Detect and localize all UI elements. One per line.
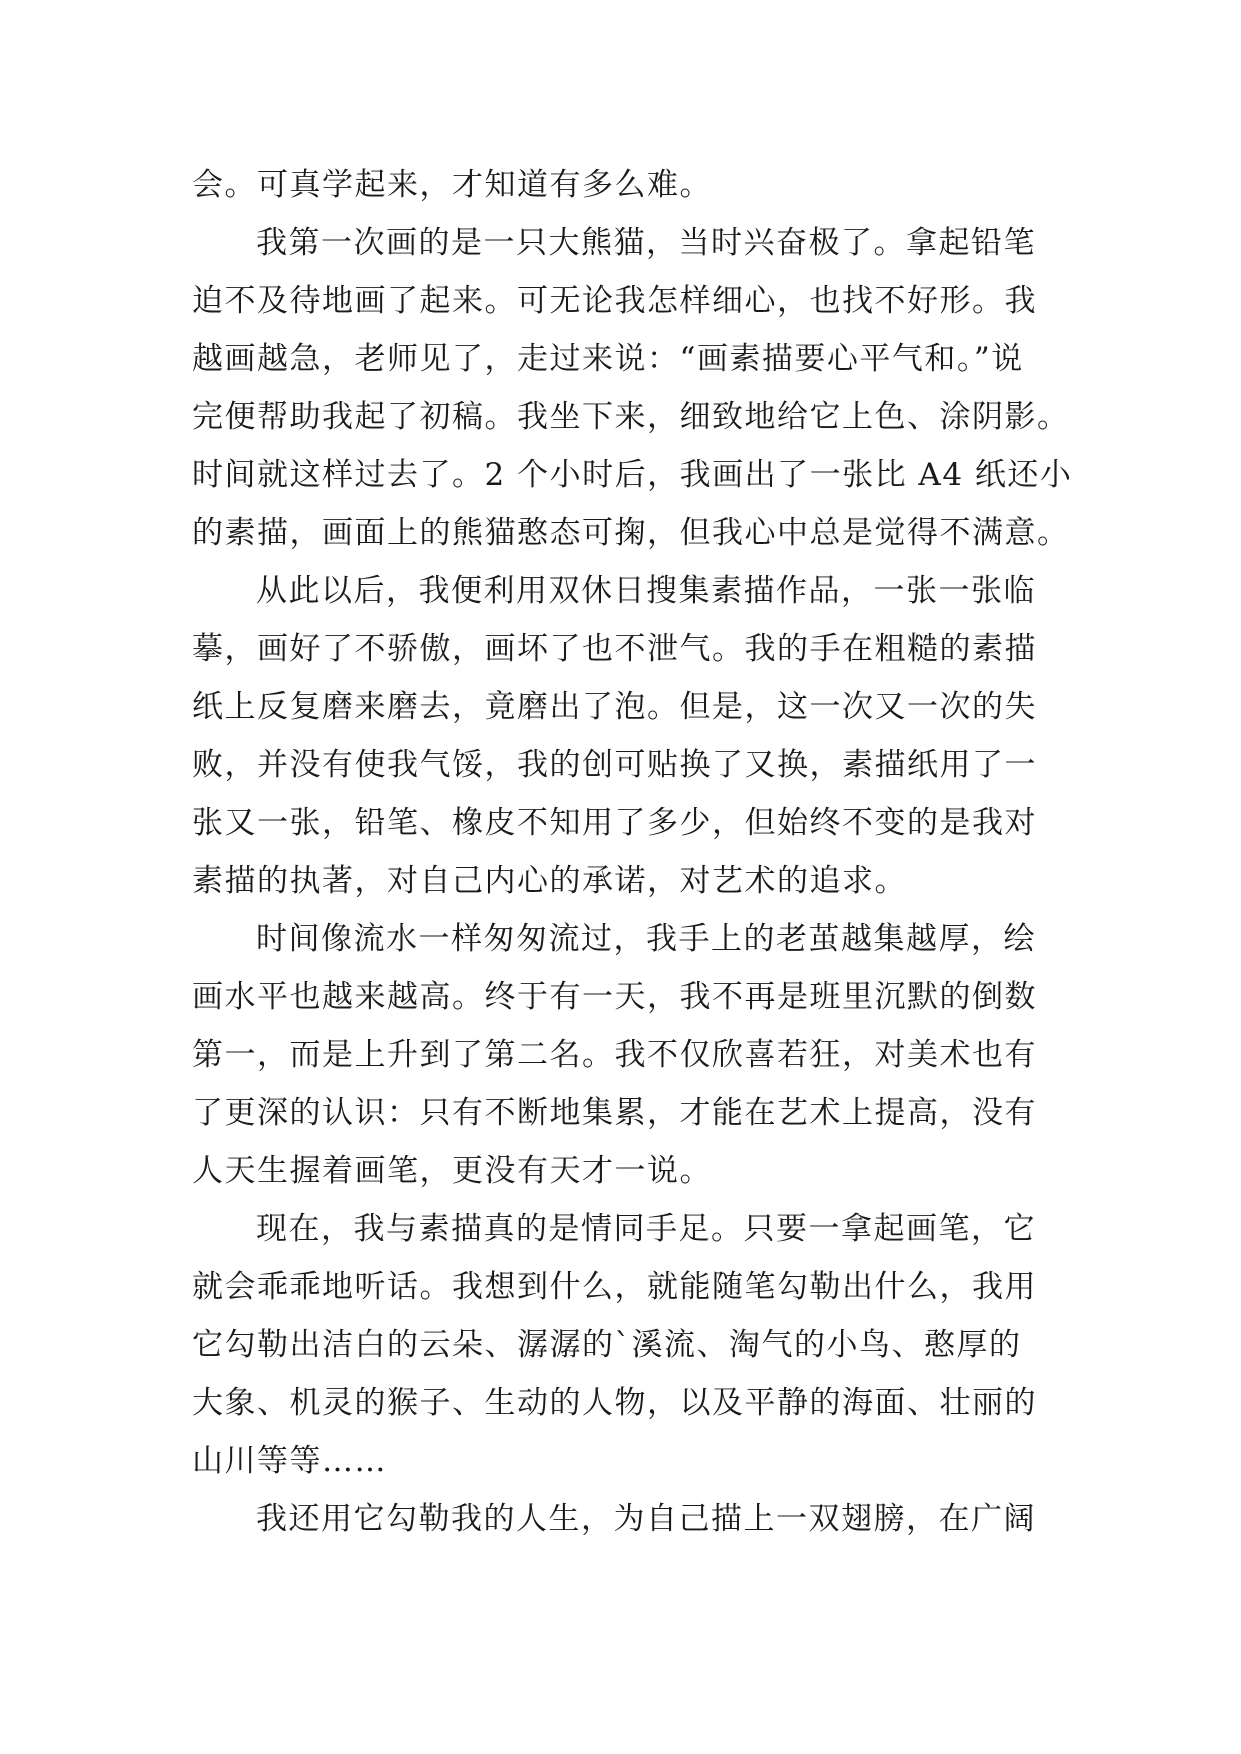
- paragraph-first-panda-drawing: [192, 214, 1073, 562]
- text-line: 越画越急，老师见了，走过来说：“画素描要心平气和。”说: [192, 341, 1024, 377]
- text-line: 败，并没有使我气馁，我的创可贴换了又换，素描纸用了一: [192, 747, 1037, 783]
- text-line: 山川等等……: [192, 1443, 387, 1479]
- text-line: 时间就这样过去了。2 个小时后，我画出了一张比 A4 纸还小: [192, 457, 1073, 493]
- text-line: 我还用它勾勒我的人生，为自己描上一双翅膀，在广阔: [256, 1501, 1036, 1537]
- text-line: 时间像流水一样匆匆流过，我手上的老茧越集越厚，绘: [256, 921, 1036, 957]
- text-line: 张又一张，铅笔、橡皮不知用了多少，但始终不变的是我对: [192, 805, 1037, 841]
- text-line: 素描的执著，对自己内心的承诺，对艺术的追求。: [192, 863, 907, 899]
- paragraph-weekend-practice: [192, 562, 1052, 910]
- text-line: 第一，而是上升到了第二名。我不仅欣喜若狂，对美术也有: [192, 1037, 1037, 1073]
- text-line: 现在，我与素描真的是情同手足。只要一拿起画笔，它: [256, 1211, 1036, 1247]
- text-line: 它勾勒出洁白的云朵、潺潺的`溪流、淘气的小鸟、憨厚的: [192, 1327, 1022, 1363]
- paragraph-life: [192, 1490, 1052, 1548]
- text-line: 会。可真学起来，才知道有多么难。: [192, 167, 712, 203]
- text-line: 的素描，画面上的熊猫憨态可掬，但我心中总是觉得不满意。: [192, 515, 1070, 551]
- text-line: 了更深的认识：只有不断地集累，才能在艺术上提高，没有: [192, 1095, 1037, 1131]
- text-line: 就会乖乖地听话。我想到什么，就能随笔勾勒出什么，我用: [192, 1269, 1037, 1305]
- text-line: 大象、机灵的猴子、生动的人物，以及平静的海面、壮丽的: [192, 1385, 1037, 1421]
- text-line: 从此以后，我便利用双休日搜集素描作品，一张一张临: [256, 573, 1036, 609]
- text-line: 我第一次画的是一只大熊猫，当时兴奋极了。拿起铅笔: [256, 225, 1036, 261]
- text-line: 迫不及待地画了起来。可无论我怎样细心，也找不好形。我: [192, 283, 1037, 319]
- essay-body: [192, 156, 1073, 1548]
- text-line: 完便帮助我起了初稿。我坐下来，细致地给它上色、涂阴影。: [192, 399, 1070, 435]
- paragraph-now: [192, 1200, 1052, 1490]
- text-line: 画水平也越来越高。终于有一天，我不再是班里沉默的倒数: [192, 979, 1037, 1015]
- paragraph-progress: [192, 910, 1052, 1200]
- text-line: 摹，画好了不骄傲，画坏了也不泄气。我的手在粗糙的素描: [192, 631, 1037, 667]
- text-line: 纸上反复磨来磨去，竟磨出了泡。但是，这一次又一次的失: [192, 689, 1037, 725]
- text-line: 人天生握着画笔，更没有天才一说。: [192, 1153, 712, 1189]
